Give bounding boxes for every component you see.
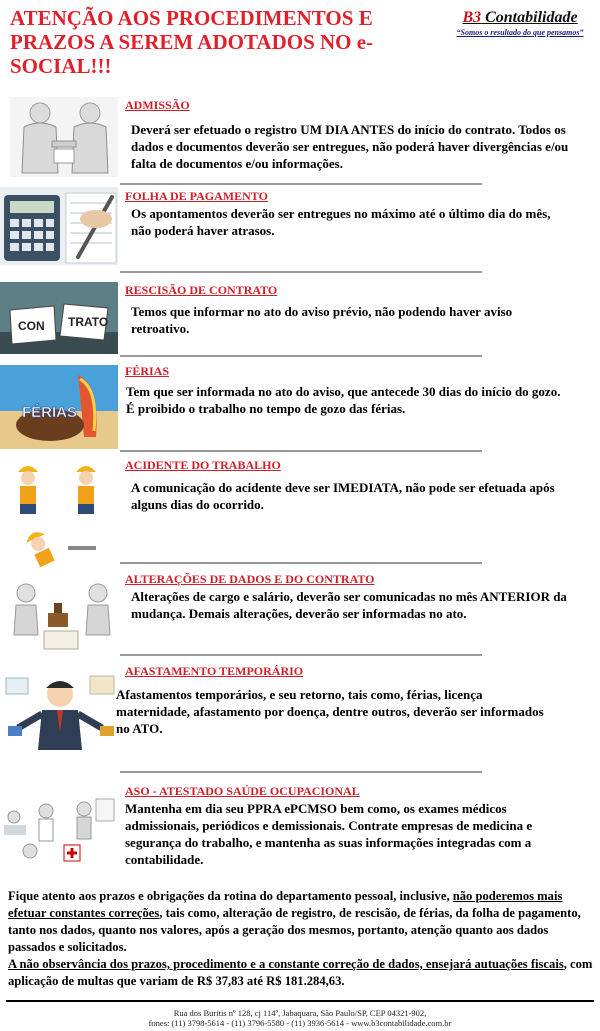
section-body-admissao: Deverá ser efetuado o registro UM DIA ANTES do início do contrato. Todos os dados e documentos deverão ser entregues, não poderá haver divergências e/ou falta de documentos e/ou informações. bbox=[131, 122, 569, 171]
section-body-ferias: Tem que ser informada no ato do aviso, que antecede 30 dias do início do gozo. É proibido o trabalho no tempo de gozo das férias. bbox=[126, 384, 561, 416]
contract-label-left: CON bbox=[18, 319, 45, 333]
section-title-acidente: ACIDENTE DO TRABALHO bbox=[125, 458, 281, 472]
brand-logo bbox=[450, 9, 590, 37]
section-body-alteracoes: Alterações de cargo e salário, deverão ser comunicadas no mês ANTERIOR da mudança. Demais alterações, deverão ser informadas no ato. bbox=[131, 589, 567, 621]
footer-notice bbox=[8, 888, 593, 990]
brand-slogan: “Somos o resultado do que pensamos” bbox=[456, 28, 584, 37]
section-title-rescisao: RESCISÃO DE CONTRATO bbox=[125, 283, 278, 297]
divider bbox=[120, 450, 482, 452]
medical-exam-image bbox=[0, 795, 118, 867]
section-title-folha: FOLHA DE PAGAMENTO bbox=[125, 189, 268, 203]
contact-address bbox=[0, 1008, 600, 1028]
address-line: Rua dos Buritis nº 128, cj 114º, Jabaquara, São Paulo/SP, CEP 04321-902, bbox=[173, 1008, 427, 1018]
section-title-afastamento: AFASTAMENTO TEMPORÁRIO bbox=[125, 664, 304, 678]
divider bbox=[120, 654, 482, 656]
page-title: ATENÇÃO AOS PROCEDIMENTOS E PRAZOS A SEREM ADOTADOS NO e-SOCIAL!!! bbox=[10, 6, 374, 78]
divider bbox=[120, 271, 482, 273]
handshake-image bbox=[10, 97, 118, 177]
section-title-admissao: ADMISSÃO bbox=[125, 98, 190, 112]
section-body-folha: Os apontamentos deverão ser entregues no máximo até o último dia do mês, não poderá haver atrasos. bbox=[131, 206, 551, 238]
contract-label-right: TRATO bbox=[68, 315, 109, 329]
busy-worker-image bbox=[2, 670, 118, 752]
notice-paragraph-1: Fique atento aos prazos e obrigações da rotina do departamento pessoal, inclusive, não poderemos mais efetuar constantes correções, tais como, alteração de registro, de rescisão, de férias, da folha de pagamento, tanto nos dados, quanto nos valores, após a geração dos mesmos, portanto, atenção quanto aos dados passados e solicitados. bbox=[8, 889, 581, 954]
footer-divider bbox=[6, 1000, 594, 1002]
beach-vacation-image bbox=[0, 365, 118, 449]
notice-paragraph-2: A não observância dos prazos, procedimento e a constante correção de dados, ensejará autuações fiscais, com aplicação de multas que variam de R$ 37,83 até R$ 181.284,63. bbox=[8, 957, 593, 988]
torn-contract-image bbox=[0, 282, 118, 354]
ferias-label: FÉRIAS bbox=[22, 404, 78, 421]
section-title-ferias: FÉRIAS bbox=[125, 364, 170, 378]
section-body-acidente: A comunicação do acidente deve ser IMEDIATA, não pode ser efetuada após alguns dias do ocorrido. bbox=[131, 480, 555, 512]
section-title-alteracoes: ALTERAÇÕES DE DADOS E DO CONTRATO bbox=[125, 572, 375, 586]
section-body-afastamento: Afastamentos temporários, e seu retorno, tais como, férias, licença maternidade, afastamento por doença, dentre outros, deverão ser informados no ATO. bbox=[116, 687, 544, 736]
brand-name: B3 Contabilidade bbox=[462, 9, 578, 26]
phones-website-line: fones: (11) 3798-5614 - (11) 3796-5580 - (11) 3936-5614 - www.b3contabilidade.com.br bbox=[148, 1018, 452, 1028]
calculator-image bbox=[0, 187, 118, 265]
section-body-aso: Mantenha em dia seu PPRA ePCMSO bem como, os exames médicos admissionais, periódicos e demissionais. Contrate empresas de medicina e segurança do trabalho, e mantenha as suas informações integradas com a contabilidade. bbox=[125, 801, 533, 867]
accident-workers-image bbox=[8, 456, 118, 568]
stamp-figures-image bbox=[4, 575, 118, 655]
section-body-rescisao: Temos que informar no ato do aviso prévio, não podendo haver aviso retroativo. bbox=[131, 304, 513, 336]
divider bbox=[120, 183, 482, 185]
divider bbox=[120, 355, 482, 357]
divider bbox=[120, 562, 482, 564]
section-title-aso: ASO - ATESTADO SAÚDE OCUPACIONAL bbox=[125, 784, 360, 798]
divider bbox=[120, 771, 482, 773]
